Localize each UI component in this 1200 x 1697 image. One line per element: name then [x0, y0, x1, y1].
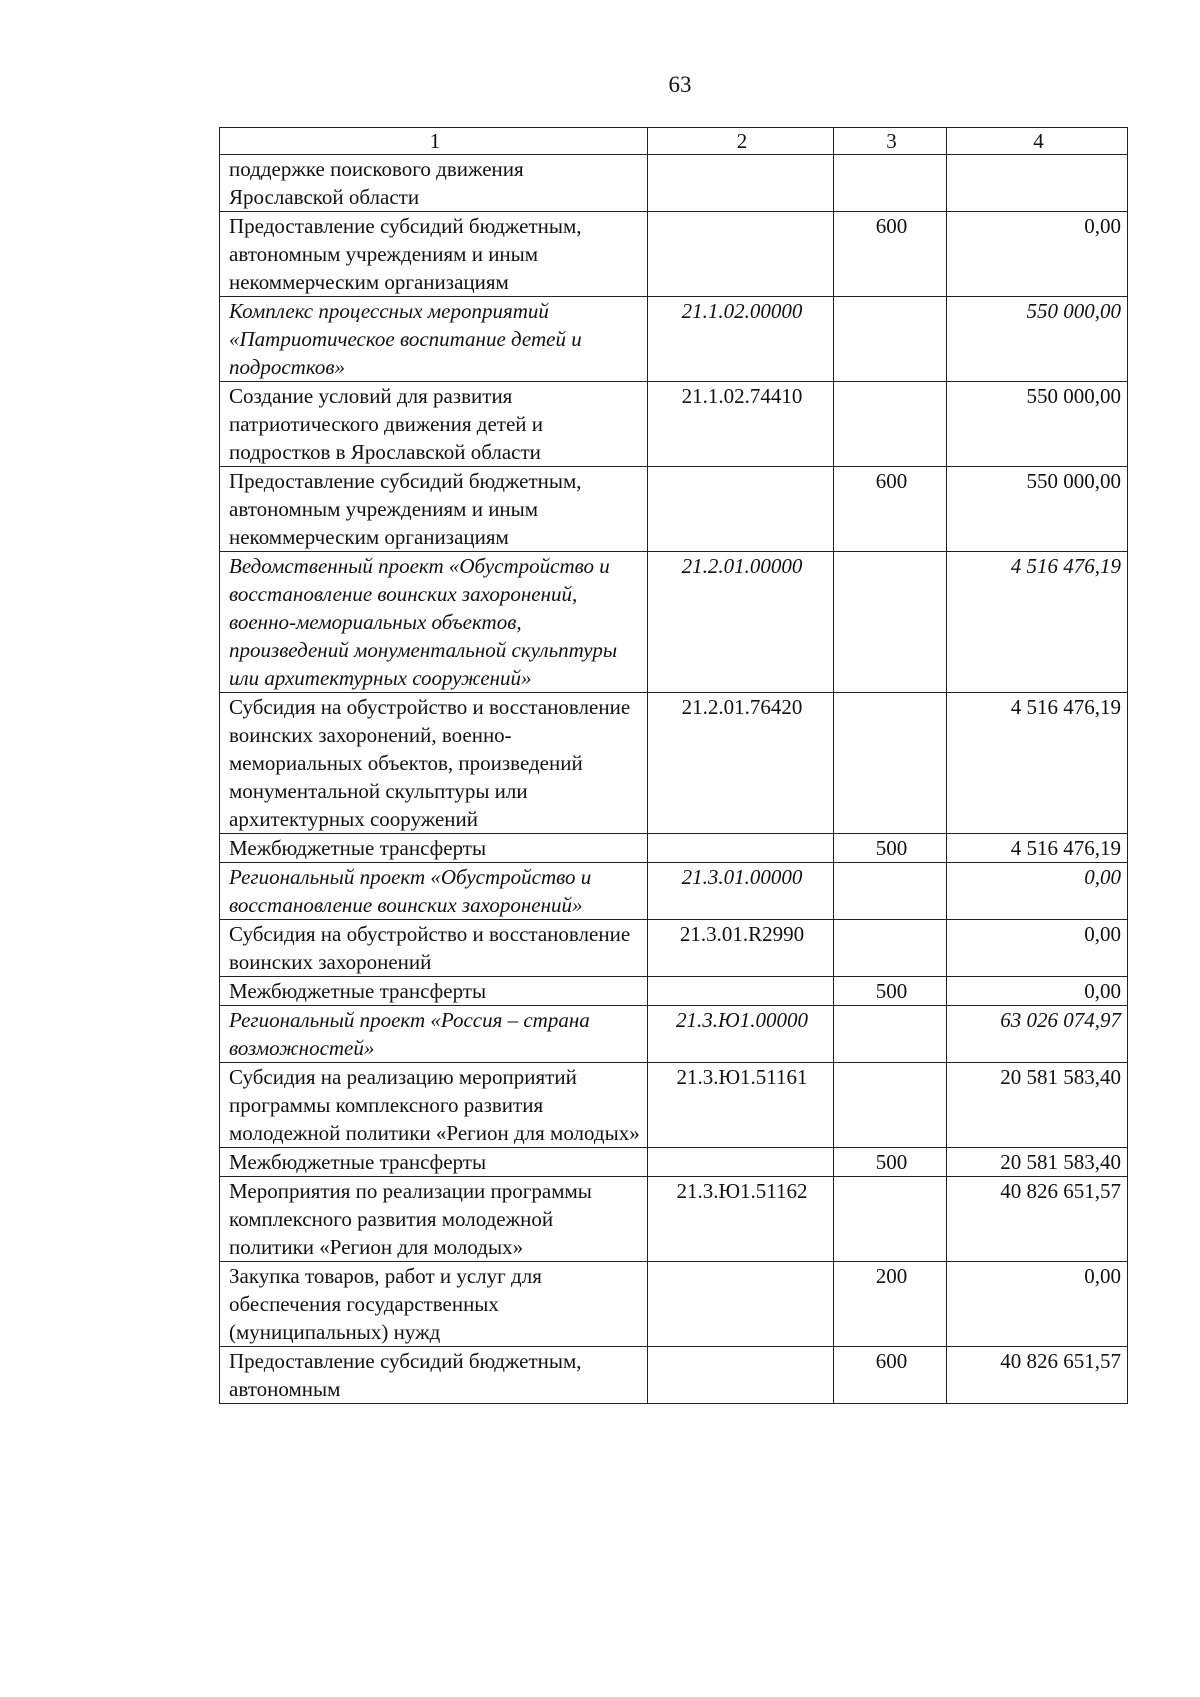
expense-type-cell: 600 — [834, 212, 947, 297]
expense-type-cell: 600 — [834, 467, 947, 552]
name-cell: поддержке поискового движения Ярославской области — [220, 155, 648, 212]
name-cell: Субсидия на реализацию мероприятий программы комплексного развития молодежной политики «Регион для молодых» — [220, 1063, 648, 1148]
name-cell: Ведомственный проект «Обустройство и восстановление воинских захоронений, военно-мемориальных объектов, произведений монументальной скульптуры или архитектурных сооружений» — [220, 552, 648, 693]
sum-cell: 63 026 074,97 — [947, 1006, 1128, 1063]
code-cell — [648, 1262, 834, 1347]
table-row — [220, 155, 1128, 212]
table-row — [220, 382, 1128, 467]
code-cell: 21.1.02.00000 — [648, 297, 834, 382]
sum-cell: 0,00 — [947, 1262, 1128, 1347]
table-row — [220, 467, 1128, 552]
code-cell: 21.3.01.R2990 — [648, 920, 834, 977]
sum-cell: 0,00 — [947, 863, 1128, 920]
table-row — [220, 834, 1128, 863]
expense-type-cell — [834, 155, 947, 212]
name-cell: Субсидия на обустройство и восстановление воинских захоронений — [220, 920, 648, 977]
sum-cell: 0,00 — [947, 920, 1128, 977]
code-cell: 21.3.Ю1.00000 — [648, 1006, 834, 1063]
sum-cell: 550 000,00 — [947, 297, 1128, 382]
code-cell: 21.1.02.74410 — [648, 382, 834, 467]
expense-type-cell — [834, 1177, 947, 1262]
expense-type-cell — [834, 863, 947, 920]
expense-type-cell: 500 — [834, 1148, 947, 1177]
table-row — [220, 920, 1128, 977]
name-cell: Межбюджетные трансферты — [220, 977, 648, 1006]
table-body — [220, 155, 1128, 1404]
expense-type-cell: 600 — [834, 1347, 947, 1404]
name-cell: Создание условий для развития патриотического движения детей и подростков в Ярославской области — [220, 382, 648, 467]
sum-cell: 0,00 — [947, 212, 1128, 297]
code-cell: 21.3.Ю1.51162 — [648, 1177, 834, 1262]
code-cell — [648, 212, 834, 297]
sum-cell: 20 581 583,40 — [947, 1063, 1128, 1148]
column-header-3: 3 — [834, 128, 947, 155]
sum-cell: 550 000,00 — [947, 382, 1128, 467]
name-cell: Предоставление субсидий бюджетным, автономным — [220, 1347, 648, 1404]
code-cell — [648, 155, 834, 212]
table-row — [220, 1006, 1128, 1063]
sum-cell: 550 000,00 — [947, 467, 1128, 552]
name-cell: Комплекс процессных мероприятий «Патриотическое воспитание детей и подростков» — [220, 297, 648, 382]
sum-cell: 4 516 476,19 — [947, 834, 1128, 863]
sum-cell: 20 581 583,40 — [947, 1148, 1128, 1177]
code-cell — [648, 1148, 834, 1177]
table-row — [220, 1063, 1128, 1148]
expense-type-cell — [834, 552, 947, 693]
table-row — [220, 693, 1128, 834]
column-header-2: 2 — [648, 128, 834, 155]
expense-type-cell: 500 — [834, 834, 947, 863]
table-row — [220, 212, 1128, 297]
table-row — [220, 1177, 1128, 1262]
column-header-1: 1 — [220, 128, 648, 155]
name-cell: Межбюджетные трансферты — [220, 1148, 648, 1177]
expense-type-cell: 500 — [834, 977, 947, 1006]
table-row — [220, 977, 1128, 1006]
table-row — [220, 1347, 1128, 1404]
code-cell — [648, 977, 834, 1006]
expense-type-cell — [834, 382, 947, 467]
code-cell: 21.2.01.00000 — [648, 552, 834, 693]
expense-type-cell — [834, 1006, 947, 1063]
header-row — [220, 128, 1128, 155]
sum-cell: 0,00 — [947, 977, 1128, 1006]
code-cell — [648, 467, 834, 552]
sum-cell: 4 516 476,19 — [947, 693, 1128, 834]
code-cell: 21.3.Ю1.51161 — [648, 1063, 834, 1148]
name-cell: Мероприятия по реализации программы комплексного развития молодежной политики «Регион для молодых» — [220, 1177, 648, 1262]
expense-type-cell — [834, 920, 947, 977]
name-cell: Предоставление субсидий бюджетным, автономным учреждениям и иным некоммерческим организациям — [220, 467, 648, 552]
name-cell: Межбюджетные трансферты — [220, 834, 648, 863]
expense-type-cell — [834, 1063, 947, 1148]
sum-cell — [947, 155, 1128, 212]
page-number: 63 — [668, 72, 692, 97]
code-cell — [648, 834, 834, 863]
budget-table — [219, 127, 1128, 1404]
name-cell: Предоставление субсидий бюджетным, автономным учреждениям и иным некоммерческим организациям — [220, 212, 648, 297]
code-cell: 21.2.01.76420 — [648, 693, 834, 834]
name-cell: Региональный проект «Россия – страна возможностей» — [220, 1006, 648, 1063]
table-row — [220, 1262, 1128, 1347]
expense-type-cell — [834, 693, 947, 834]
sum-cell: 40 826 651,57 — [947, 1347, 1128, 1404]
code-cell: 21.3.01.00000 — [648, 863, 834, 920]
sum-cell: 40 826 651,57 — [947, 1177, 1128, 1262]
table-row — [220, 863, 1128, 920]
code-cell — [648, 1347, 834, 1404]
expense-type-cell: 200 — [834, 1262, 947, 1347]
column-header-4: 4 — [947, 128, 1128, 155]
name-cell: Субсидия на обустройство и восстановление воинских захоронений, военно-мемориальных объектов, произведений монументальной скульптуры или архитектурных сооружений — [220, 693, 648, 834]
name-cell: Региональный проект «Обустройство и восстановление воинских захоронений» — [220, 863, 648, 920]
table-row — [220, 297, 1128, 382]
name-cell: Закупка товаров, работ и услуг для обеспечения государственных (муниципальных) нужд — [220, 1262, 648, 1347]
table-row — [220, 552, 1128, 693]
sum-cell: 4 516 476,19 — [947, 552, 1128, 693]
table-row — [220, 1148, 1128, 1177]
expense-type-cell — [834, 297, 947, 382]
